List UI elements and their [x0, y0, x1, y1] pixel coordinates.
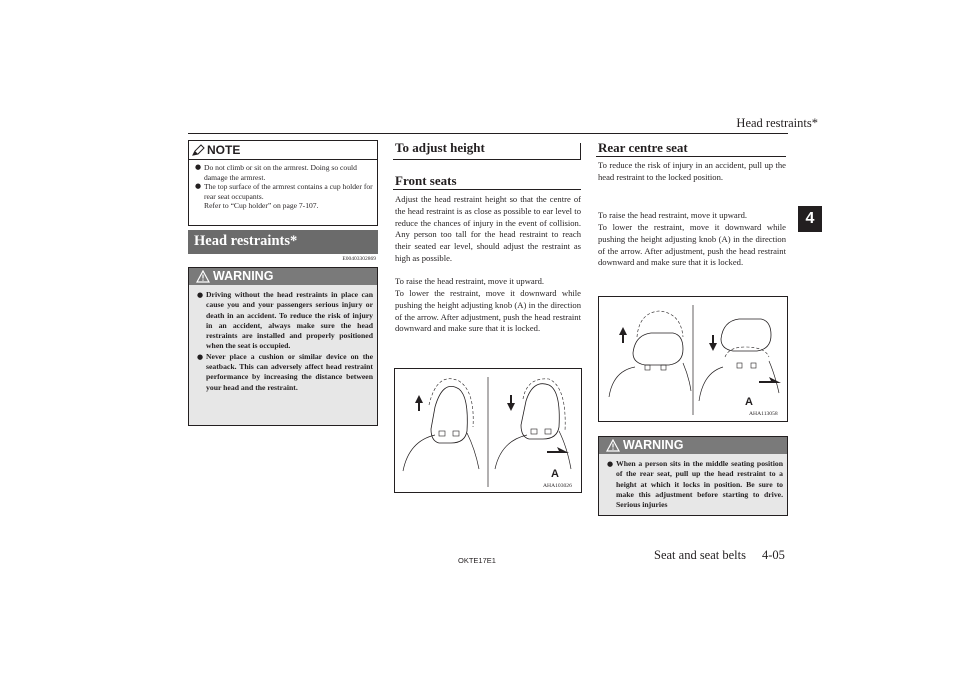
header-rule — [188, 133, 788, 134]
warning-item-text: Driving without the head restraints in place can cause you and your passengers serious injury or death in an accident. To reduce the risk of injury in an accident, always make sure the head restraints are installed and properly positioned when the seat is occupied. — [206, 290, 373, 351]
list-item: ● Driving without the head restraints in place can cause you and your passengers serious injury or death in an accident. To reduce the risk of injury in an accident, always make sure the head restraints are installed and properly positioned when the seat is occupied. — [197, 290, 373, 351]
figure-code: AHA103026 — [543, 483, 572, 489]
note-item-text: The top surface of the armrest contains a cup holder for rear seat occupants. — [204, 182, 373, 201]
adjust-paragraph-1: Adjust the head restraint height so that the centre of the head restraint is as close as possible to ear level to reduce the chances of injury in the event of collision. Any person too tall for the head restraint to reach their seated ear level, should adjust the restraint as high as possible. — [395, 194, 581, 263]
warning-label: WARNING — [213, 269, 274, 283]
adjust-paragraph-2: To raise the head restraint, move it upward. — [395, 276, 545, 286]
list-item: ● When a person sits in the middle seating position of the rear seat, pull up the head restraint to a height at which it locks in position. Be sure to make this adjustment before starting to drive. Serious injuries — [607, 459, 783, 510]
rear-head-restraint-illustration — [599, 297, 787, 421]
warning-header — [189, 268, 377, 285]
note-item-text: Do not climb or sit on the armrest. Doing so could damage the armrest. — [204, 163, 357, 182]
page-number: 4-05 — [762, 548, 785, 562]
rear-seat-figure — [598, 296, 788, 422]
figure-label-a: A — [551, 468, 559, 480]
front-seats-heading: Front seats — [395, 173, 457, 188]
warning-list — [607, 459, 783, 510]
adjust-paragraph-3: To lower the restraint, move it downward while pushing the height adjusting knob (A) in the direction of the arrow. After adjustment, push the head restraint downward and make sure that it is locked. — [395, 288, 581, 334]
rear-paragraph-3: To lower the restraint, move it downward while pushing the height adjusting knob (A) in the direction of the arrow. After adjustment, push the head restraint downward and make sure that it is locked. — [598, 222, 786, 268]
front-seat-figure — [394, 368, 582, 493]
warning-header — [599, 437, 787, 454]
footer-code: OKTE17E1 — [458, 556, 496, 565]
list-item: ● Do not climb or sit on the armrest. Doing so could damage the armrest. — [195, 163, 373, 182]
note-box — [188, 140, 378, 226]
adjust-height-heading: To adjust height — [395, 140, 485, 155]
chapter-tab: 4 — [798, 206, 822, 232]
warning-item-text: When a person sits in the middle seating position of the rear seat, pull up the head restraint to a height at which it locks in position. Be sure to make this adjustment before starting to drive. Serious injuries — [616, 459, 783, 510]
rear-paragraph-2: To raise the head restraint, move it upward. — [598, 210, 748, 220]
section-title-banner — [188, 230, 378, 254]
footer-section: Seat and seat belts — [654, 548, 746, 562]
list-item: ● Never place a cushion or similar device on the seatback. This can adversely affect head restraint performance by increasing the distance between your head and the restraint. — [197, 351, 373, 392]
warning-list — [197, 290, 373, 393]
warning-triangle-icon — [196, 270, 210, 283]
list-item — [195, 201, 373, 211]
note-header — [189, 141, 377, 160]
note-item-text: Refer to “Cup holder” on page 7-107. — [204, 201, 319, 211]
warning-item-text: Never place a cushion or similar device on the seatback. This can adversely affect head restraint performance by increasing the distance between your head and the restraint. — [206, 351, 373, 392]
warning-triangle-icon — [606, 439, 620, 452]
section-code: E00403302869 — [342, 256, 376, 262]
page-header-title: Head restraints* — [736, 116, 818, 130]
warning-box — [598, 436, 788, 516]
note-pencil-icon — [192, 144, 205, 156]
figure-label-a: A — [745, 396, 753, 408]
heading-rule — [596, 156, 786, 157]
rear-centre-seat-heading: Rear centre seat — [598, 140, 688, 155]
heading-rule-tick — [580, 143, 581, 159]
subheading-rule — [393, 189, 581, 190]
section-title: Head restraints* — [194, 233, 298, 249]
front-head-restraint-illustration — [395, 369, 581, 492]
rear-paragraph-1: To reduce the risk of injury in an accident, pull up the head restraint to the locked position. — [598, 160, 786, 182]
warning-box — [188, 267, 378, 426]
note-list — [195, 163, 373, 211]
figure-code: AHA113058 — [749, 411, 778, 417]
note-label: NOTE — [207, 143, 241, 157]
list-item: ● The top surface of the armrest contains a cup holder for rear seat occupants. — [195, 182, 373, 201]
heading-rule — [393, 159, 581, 160]
warning-label: WARNING — [623, 438, 684, 452]
